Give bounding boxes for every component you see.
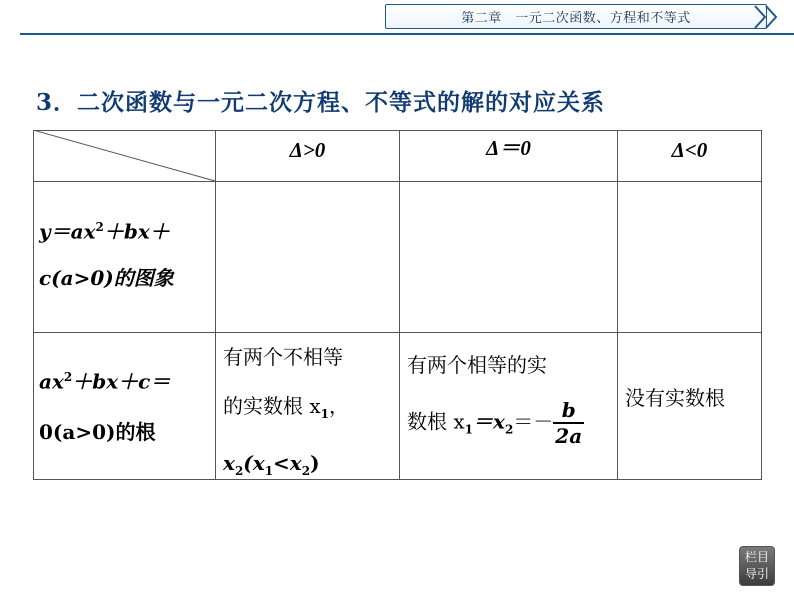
table-border	[33, 130, 34, 480]
chevron-right-icon	[752, 4, 786, 30]
section-title: 3．二次函数与一元二次方程、不等式的解的对应关系	[36, 89, 606, 116]
fraction-b-over-2a: $\frac{b}{2a}$	[555, 398, 583, 448]
section-nav-button[interactable]	[739, 546, 775, 586]
row-label-graph: $y=ax^2+bx+$ c(a>0)的图象	[39, 219, 174, 290]
table-rule	[399, 130, 400, 480]
row-label-roots: $ax^2+bx+c=$ 0(a>0)的根	[39, 369, 171, 444]
header-rule	[20, 33, 794, 35]
nav-button-label: 栏目	[744, 550, 769, 564]
nav-button-label: 导引	[744, 567, 769, 581]
header-delta-zero: Δ＝0	[486, 136, 531, 160]
header-delta-positive: Δ>0	[289, 138, 326, 162]
cell-roots-delta-positive: 有两个不相等 的实数根 $x_1$， $x_2(x_1<x_2)$	[223, 345, 349, 478]
table-border	[761, 130, 762, 480]
correspondence-table	[33, 130, 762, 480]
cell-roots-delta-zero: 有两个相等的实 数根 $x_1=x_2=-$ $\frac{b}{2a}$	[407, 353, 583, 448]
header-delta-negative: Δ<0	[671, 138, 708, 162]
table-rule	[215, 130, 216, 480]
chapter-banner	[385, 4, 767, 29]
cell-roots-delta-negative: 没有实数根	[625, 386, 725, 410]
chapter-title: 第二章 一元二次函数、方程和不等式	[461, 11, 691, 26]
diagonal-header-line	[33, 130, 216, 182]
table-rule	[617, 130, 618, 480]
